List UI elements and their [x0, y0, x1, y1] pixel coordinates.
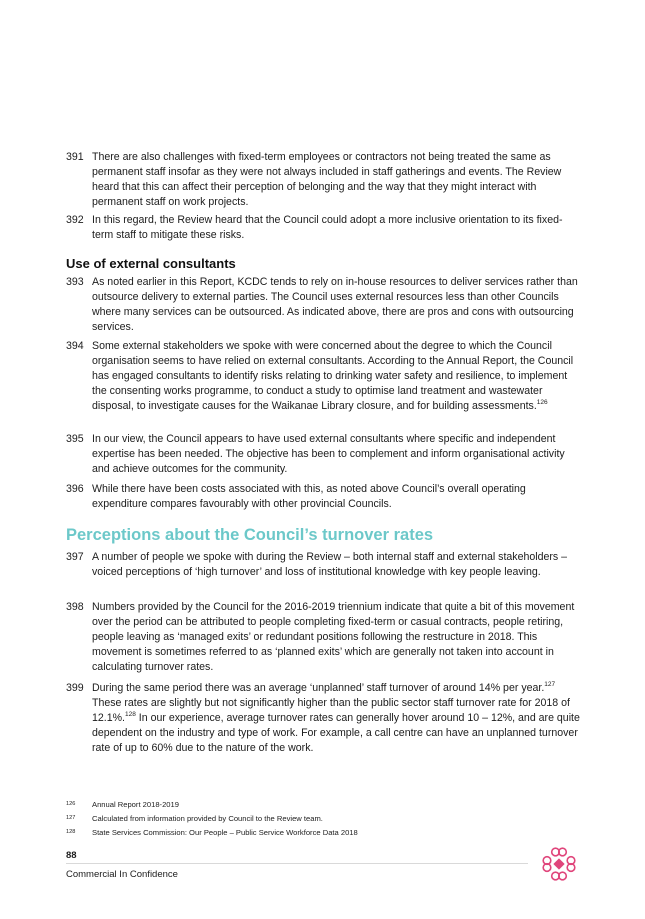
- section-heading-turnover-rates: Perceptions about the Council’s turnover rates: [66, 526, 434, 544]
- paragraph-text: Some external stakeholders we spoke with were concerned about the degree to which the Council organisation seems to have relied on external consultants. According to the Annual Report, the Council has engaged consultants to identify risks relating to drinking water safety and resilience, to implement the consenting works programme, to conduct a study to optimise land treatment and wastewater disposal, to investigate causes for the Waikanae Library closure, and for building assessments.: [92, 340, 574, 412]
- footnote-ref-127[interactable]: 127: [544, 681, 556, 688]
- paragraph-text-wrapper: [92, 681, 582, 756]
- footnote-text: Calculated from information provided by Council to the Review team.: [92, 814, 323, 823]
- paragraph-text: In our view, the Council appears to have used external consultants where specific and independent expertise has been needed. The objective has been to complement and inform organisational activity and achieve outcomes for the community.: [92, 433, 565, 475]
- flower-cross-logo-icon: [541, 846, 577, 882]
- footnote-text: State Services Commission: Our People – Public Service Workforce Data 2018: [92, 828, 358, 837]
- section-heading-external-consultants: Use of external consultants: [66, 256, 236, 271]
- paragraph-393: [66, 275, 582, 335]
- paragraph-398: [66, 600, 582, 675]
- footnote-number: 128: [66, 829, 76, 835]
- confidentiality-label: Commercial In Confidence: [66, 869, 178, 880]
- paragraph-number: 396: [66, 483, 84, 495]
- paragraph-text-part-c: In our experience, average turnover rates can generally hover around 10 – 12%, and are quite dependent on the industry and type of work. For example, a call centre can have an unplanned turnover rate of up to 60% due to the nature of the work.: [92, 712, 580, 754]
- paragraph-number: 394: [66, 340, 84, 352]
- paragraph-394: [66, 339, 582, 414]
- footnote-128: [66, 828, 358, 838]
- paragraph-392: [66, 213, 582, 243]
- paragraph-395: [66, 432, 582, 477]
- paragraph-number: 395: [66, 433, 84, 445]
- paragraph-text: As noted earlier in this Report, KCDC tends to rely on in-house resources to deliver services rather than outsource delivery to external parties. The Council uses external resources less than other Councils where many services can be outsourced. As indicated above, there are pros and cons with outsourcing services.: [92, 276, 578, 333]
- footnote-ref-128[interactable]: 128: [124, 711, 136, 718]
- paragraph-text: While there have been costs associated with this, as noted above Council’s overall operating expenditure compares favourably with other provincial Councils.: [92, 483, 526, 510]
- footnote-127: [66, 814, 323, 824]
- paragraph-number: 398: [66, 601, 84, 613]
- paragraph-number: 391: [66, 151, 84, 163]
- paragraph-396: [66, 482, 582, 512]
- paragraph-399: [66, 681, 582, 756]
- paragraph-text: Numbers provided by the Council for the 2016-2019 triennium indicate that quite a bit of this movement over the period can be attributed to people completing fixed-term or casual contracts, people retiring, people leaving as ‘managed exits’ or redundant positions following the restructure in 2018. This movement is sometimes referred to as ‘planned exits’ which are generally not taken into account in calculating turnover rates.: [92, 601, 575, 673]
- paragraph-text-part-a: During the same period there was an average ‘unplanned’ staff turnover of around 14% per year.: [92, 682, 545, 694]
- paragraph-397: [66, 550, 582, 580]
- footnote-text: Annual Report 2018-2019: [92, 800, 179, 809]
- page-number: 88: [66, 850, 77, 861]
- paragraph-text: In this regard, the Review heard that the Council could adopt a more inclusive orientation to its fixed-term staff to mitigate these risks.: [92, 214, 563, 241]
- paragraph-text: There are also challenges with fixed-term employees or contractors not being treated the same as permanent staff insofar as they were not always included in staff gatherings and events. The Review heard that this can affect their perception of belonging and the way that they might interact with permanent staff on work projects.: [92, 151, 562, 208]
- paragraph-number: 399: [66, 682, 84, 694]
- footnote-number: 127: [66, 815, 76, 821]
- footnote-126: [66, 800, 179, 810]
- footnote-ref-126[interactable]: 126: [536, 399, 548, 406]
- paragraph-text-wrapper: [92, 339, 582, 414]
- footer-divider: [66, 863, 528, 864]
- footnote-number: 126: [66, 801, 76, 807]
- paragraph-391: [66, 150, 582, 210]
- paragraph-text: A number of people we spoke with during the Review – both internal staff and external stakeholders – voiced perceptions of ‘high turnover’ and loss of institutional knowledge with key people leaving.: [92, 551, 568, 578]
- paragraph-number: 393: [66, 276, 84, 288]
- paragraph-number: 392: [66, 214, 84, 226]
- paragraph-number: 397: [66, 551, 84, 563]
- paragraph-text-part-b: These rates are slightly but not significantly higher than the public sector staff turnover rate for 2018 of 12.1%.: [92, 697, 570, 724]
